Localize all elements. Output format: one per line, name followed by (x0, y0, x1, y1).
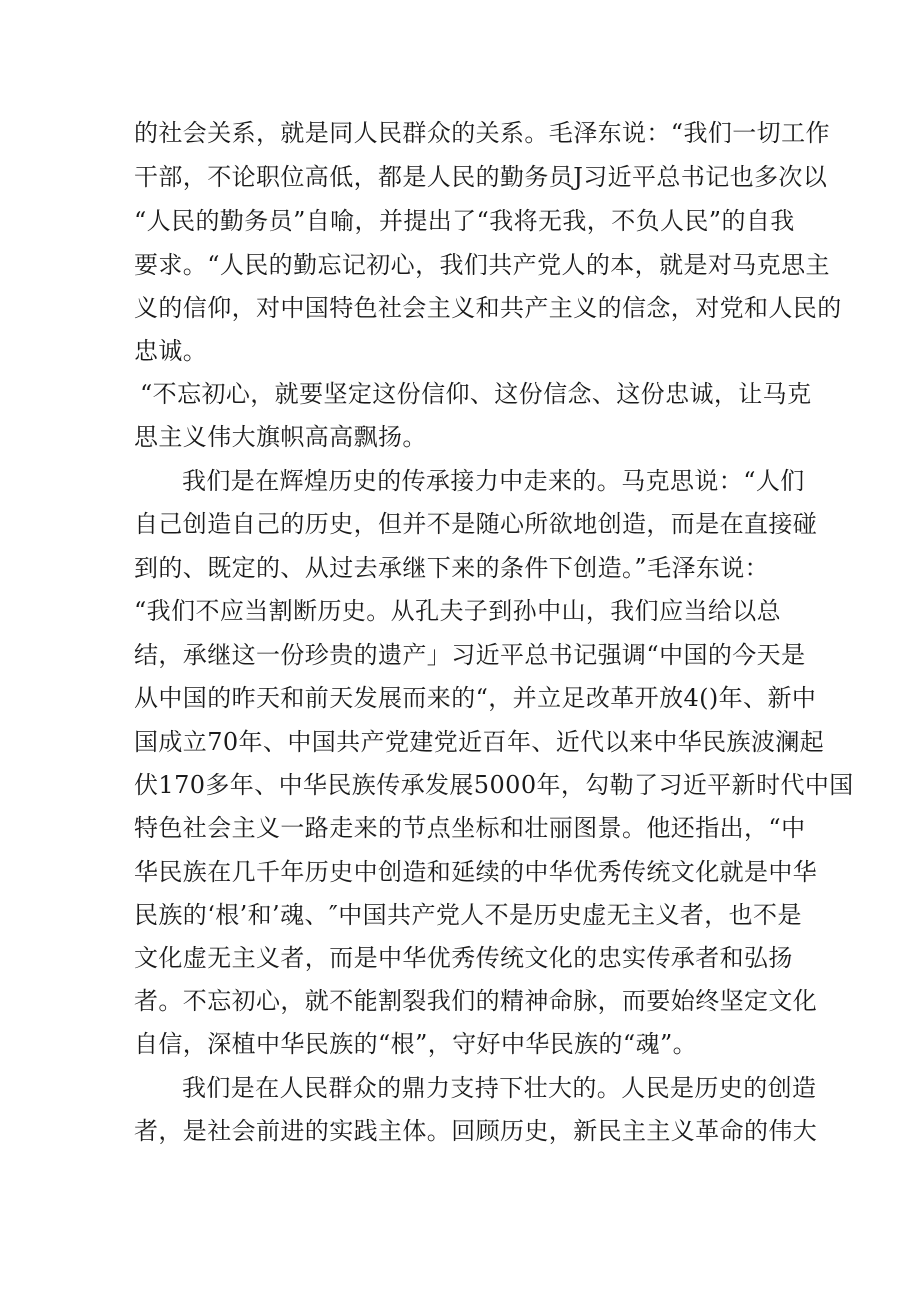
text-line: 自己创造自己的历史，但并不是随心所欲地创造，而是在直接碰 (134, 510, 818, 538)
text-line: 从中国的昨天和前天发展而来的“，并立足改革开放4()年、新中 (134, 684, 817, 712)
text-line: 民族的‘根’和’魂、″中国共产党人不是历史虚无主义者，也不是 (134, 901, 802, 929)
text-line: 文化虚无主义者，而是中华优秀传统文化的忠实传承者和弘扬 (134, 944, 793, 972)
text-line: 华民族在几千年历史中创造和延续的中华优秀传统文化就是中华 (134, 858, 818, 886)
text-line: “不忘初心，就要坚定这份信仰、这份信念、这份忠诚，让马克 (140, 380, 812, 408)
text-line: “人民的勤务员”自喻，并提出了“我将无我，不负人民”的自我 (134, 207, 795, 235)
text-line: 自信，深植中华民族的“根”，守好中华民族的“魂”。 (134, 1030, 698, 1058)
text-line: “我们不应当割断历史。从孔夫子到孙中山，我们应当给以总 (134, 597, 782, 625)
text-line: 者。不忘初心，就不能割裂我们的精神命脉，而要始终坚定文化 (134, 987, 818, 1015)
text-line: 我们是在辉煌历史的传承接力中走来的。马克思说：“人们 (182, 467, 805, 495)
text-line: 我们是在人民群众的鼎力支持下壮大的。人民是历史的创造 (182, 1074, 817, 1102)
text-line: 到的、既定的、从过去承继下来的条件下创造。”毛泽东说： (134, 554, 770, 582)
text-line: 国成立70年、中国共产党建党近百年、近代以来中华民族波澜起 (134, 728, 825, 756)
text-line: 干部，不论职位高低，都是人民的勤务员J习近平总书记也多次以 (134, 163, 828, 191)
text-line: 的社会关系，就是同人民群众的关系。毛泽东说：“我们一切工作 (134, 119, 830, 147)
text-line: 要求。“人民的勤忘记初心，我们共产党人的本，就是对马克思主 (134, 251, 830, 279)
text-line: 思主义伟大旗帜高高飘扬。 (134, 423, 427, 451)
text-line: 忠诚。 (134, 337, 208, 365)
text-line: 结，承继这一份珍贵的遗产」习近平总书记强调“中国的今天是 (134, 641, 806, 669)
text-line: 义的信仰，对中国特色社会主义和共产主义的信念，对党和人民的 (134, 294, 842, 322)
text-line: 特色社会主义一路走来的节点坐标和壮丽图景。他还指出，“中 (134, 814, 806, 842)
text-line: 者，是社会前进的实践主体。回顾历史，新民主主义革命的伟大 (134, 1117, 818, 1145)
text-line: 伏170多年、中华民族传承发展5000年，勾勒了习近平新时代中国 (134, 771, 854, 799)
